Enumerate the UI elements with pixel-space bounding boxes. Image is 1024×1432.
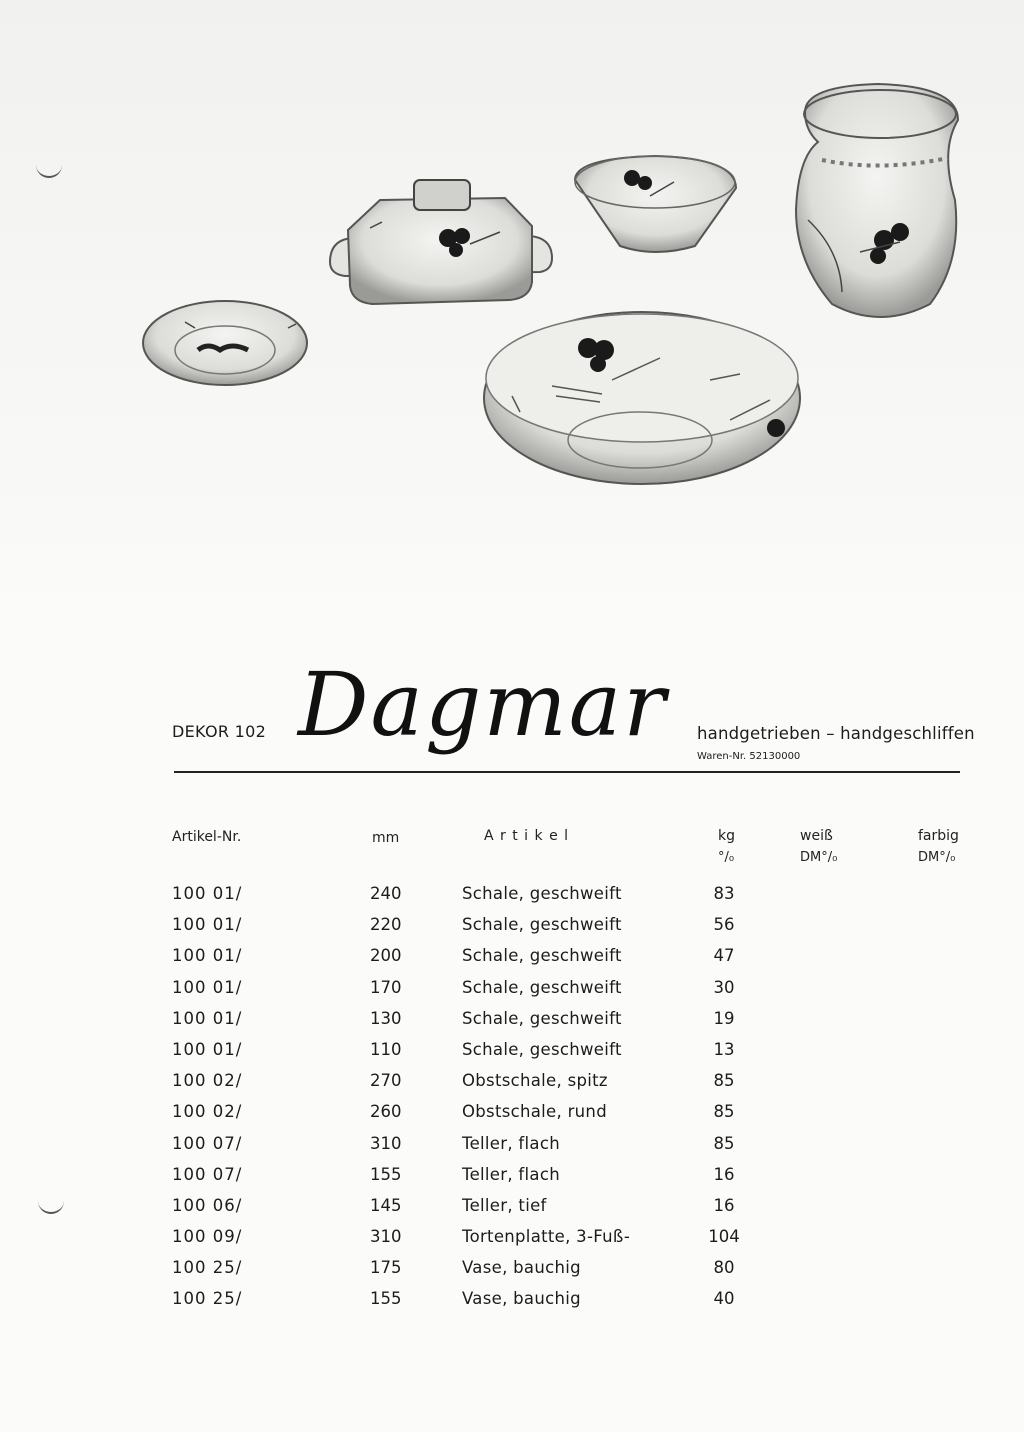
- artikel-name: Obstschale, spitz: [462, 1071, 608, 1091]
- size-mm: 110: [370, 1039, 402, 1059]
- artikel-nr: 100 01/: [172, 946, 243, 966]
- artikel-nr: 100 09/: [172, 1227, 243, 1247]
- artikel-nr: 100 01/: [172, 1008, 243, 1028]
- artikel-nr: 100 07/: [172, 1164, 243, 1184]
- size-mm: 310: [370, 1133, 402, 1153]
- kg-value: 85: [713, 1071, 735, 1091]
- small-plate: [143, 301, 307, 385]
- size-mm: 130: [370, 1008, 402, 1028]
- waren-nr: Waren-Nr. 52130000: [697, 751, 801, 762]
- artikel-name: Schale, geschweift: [462, 1008, 622, 1028]
- kg-value: 104: [708, 1227, 740, 1247]
- artikel-name: Teller, flach: [462, 1133, 560, 1153]
- kg-value: 30: [713, 977, 735, 997]
- table-row: [0, 915, 1024, 946]
- table-row: [0, 1258, 1024, 1289]
- artikel-nr: 100 01/: [172, 884, 243, 903]
- col-header-weiss: weiß: [800, 828, 833, 844]
- kg-value: 85: [713, 1102, 735, 1122]
- kg-value: 85: [713, 1133, 735, 1153]
- table-row: [0, 1289, 1024, 1320]
- dekor-number: DEKOR 102: [172, 722, 267, 741]
- artikel-name: Schale, geschweift: [462, 915, 622, 935]
- table-row: [0, 884, 1024, 915]
- size-mm: 200: [370, 946, 402, 966]
- artikel-nr: 100 02/: [172, 1102, 243, 1122]
- tagline: handgetrieben – handgeschliffen: [697, 724, 975, 743]
- artikel-name: Vase, bauchig: [462, 1289, 581, 1309]
- artikel-nr: 100 25/: [172, 1289, 243, 1309]
- header-rule: [174, 771, 960, 773]
- col-header-artikel-nr: Artikel-Nr.: [172, 829, 242, 845]
- col-header-kg: kg: [718, 828, 735, 844]
- col-header-mm: mm: [372, 830, 400, 846]
- table-row: [0, 946, 1024, 977]
- artikel-name: Schale, geschweift: [462, 884, 622, 903]
- kg-value: 13: [713, 1039, 735, 1059]
- size-mm: 145: [370, 1195, 402, 1215]
- kg-value: 16: [713, 1195, 735, 1215]
- col-header-farbig: farbig: [918, 828, 959, 844]
- vase: [796, 84, 958, 317]
- artikel-nr: 100 25/: [172, 1258, 243, 1278]
- artikel-nr: 100 06/: [172, 1195, 243, 1215]
- table-row: [0, 1071, 1024, 1102]
- kg-value: 47: [713, 946, 735, 966]
- size-mm: 270: [370, 1071, 402, 1091]
- artikel-name: Obstschale, rund: [462, 1102, 607, 1122]
- artikel-name: Teller, tief: [462, 1195, 547, 1215]
- artikel-nr: 100 02/: [172, 1071, 243, 1091]
- kg-value: 80: [713, 1258, 735, 1278]
- artikel-name: Teller, flach: [462, 1164, 560, 1184]
- table-row: [0, 1009, 1024, 1040]
- product-photo: [0, 0, 1024, 590]
- large-bowl: [484, 312, 800, 484]
- artikel-name: Schale, geschweift: [462, 1039, 622, 1059]
- table-row: [0, 1227, 1024, 1258]
- table-row: [0, 1165, 1024, 1196]
- table-row: [0, 978, 1024, 1009]
- kg-value: 56: [713, 915, 735, 935]
- size-mm: 175: [370, 1258, 402, 1278]
- size-mm: 155: [370, 1289, 402, 1309]
- size-mm: 220: [370, 915, 402, 935]
- size-mm: 240: [370, 884, 402, 903]
- size-mm: 260: [370, 1102, 402, 1122]
- article-table: [0, 884, 1024, 1321]
- brand-logo: Dagmar: [298, 653, 668, 756]
- small-bowl: [575, 156, 736, 252]
- kg-value: 83: [713, 884, 735, 903]
- col-header-artikel: A r t i k e l: [484, 828, 570, 844]
- kg-value: 19: [713, 1008, 735, 1028]
- size-mm: 310: [370, 1227, 402, 1247]
- table-row: [0, 1196, 1024, 1227]
- size-mm: 170: [370, 977, 402, 997]
- kg-value: 16: [713, 1164, 735, 1184]
- butter-dish: [330, 180, 552, 304]
- artikel-name: Schale, geschweift: [462, 977, 622, 997]
- col-header-weiss-unit: DM°/₀: [800, 850, 838, 865]
- artikel-name: Schale, geschweift: [462, 946, 622, 966]
- glassware-illustration: [0, 0, 1024, 590]
- table-row: [0, 1102, 1024, 1133]
- artikel-name: Vase, bauchig: [462, 1258, 581, 1278]
- col-header-farbig-unit: DM°/₀: [918, 850, 956, 865]
- kg-value: 40: [713, 1289, 735, 1309]
- table-row: [0, 1040, 1024, 1071]
- artikel-nr: 100 01/: [172, 915, 243, 935]
- artikel-name: Tortenplatte, 3-Fuß-: [462, 1227, 631, 1247]
- size-mm: 155: [370, 1164, 402, 1184]
- col-header-kg-unit: °/₀: [718, 850, 735, 865]
- artikel-nr: 100 07/: [172, 1133, 243, 1153]
- artikel-nr: 100 01/: [172, 1039, 243, 1059]
- table-row: [0, 1134, 1024, 1165]
- artikel-nr: 100 01/: [172, 977, 243, 997]
